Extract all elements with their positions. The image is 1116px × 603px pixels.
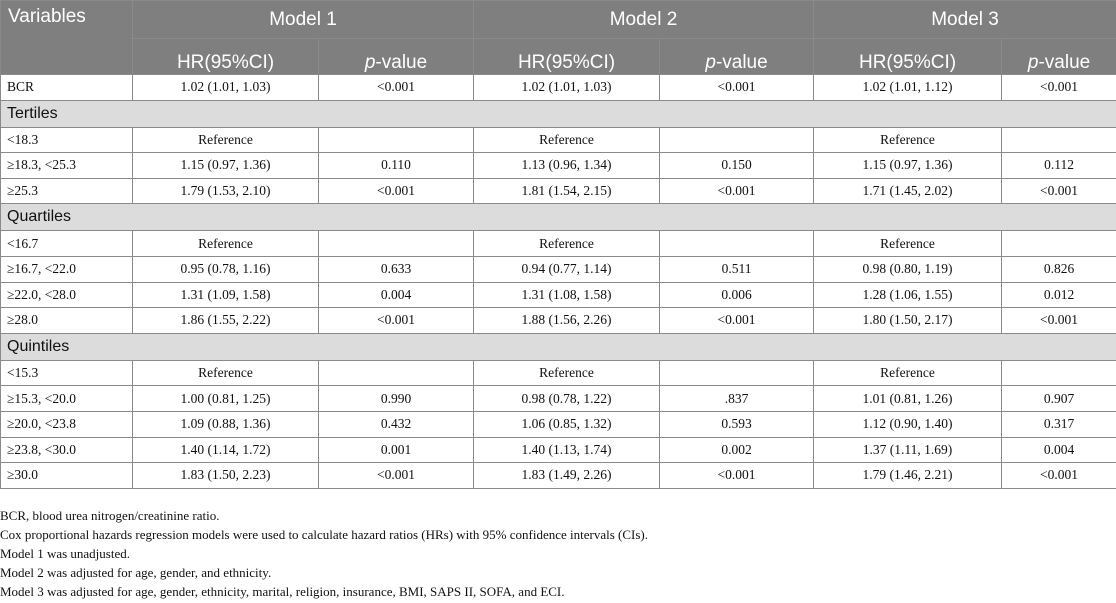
model-2-header: Model 2 (474, 1, 814, 39)
table-row (1, 411, 1116, 437)
section-header-row (1, 204, 1116, 231)
model-2-p-cell: <0.001 (660, 75, 814, 101)
model-3-hr-cell: Reference (814, 360, 1002, 386)
table-row (1, 386, 1116, 412)
model-3-header: Model 3 (814, 1, 1116, 39)
model-1-p-cell: 0.432 (319, 411, 474, 437)
model-1-hr-cell: 1.09 (0.88, 1.36) (133, 411, 319, 437)
model-3-p-cell: 0.004 (1002, 437, 1116, 463)
model-3-hr-cell: Reference (814, 127, 1002, 153)
model-1-hr-cell: 1.15 (0.97, 1.36) (133, 153, 319, 179)
model-1-p-cell: <0.001 (319, 75, 474, 101)
model-3-hr-cell: 1.12 (0.90, 1.40) (814, 411, 1002, 437)
variable-label: <18.3 (1, 127, 133, 153)
model-2-p-cell: 0.511 (660, 256, 814, 282)
section-header-row (1, 333, 1116, 360)
model-3-p-cell: 0.317 (1002, 411, 1116, 437)
variable-label: BCR (1, 75, 133, 101)
model-1-hr-cell: Reference (133, 127, 319, 153)
model-3-hr-cell: 1.37 (1.11, 1.69) (814, 437, 1002, 463)
hr-header: HR(95%CI) (814, 39, 1002, 75)
hr-header: HR(95%CI) (133, 39, 319, 75)
model-1-hr-cell: Reference (133, 231, 319, 257)
model-2-hr-cell: 1.13 (0.96, 1.34) (474, 153, 660, 179)
model-3-hr-cell: 1.01 (0.81, 1.26) (814, 386, 1002, 412)
model-3-p-cell: <0.001 (1002, 308, 1116, 334)
model-1-hr-cell: 1.86 (1.55, 2.22) (133, 308, 319, 334)
model-1-p-cell: <0.001 (319, 178, 474, 204)
variable-label: ≥30.0 (1, 463, 133, 489)
model-3-p-cell: 0.112 (1002, 153, 1116, 179)
model-2-hr-cell: 1.81 (1.54, 2.15) (474, 178, 660, 204)
model-1-hr-cell: 1.79 (1.53, 2.10) (133, 178, 319, 204)
model-1-p-cell: <0.001 (319, 308, 474, 334)
model-2-p-cell (660, 231, 814, 257)
variable-label: <16.7 (1, 231, 133, 257)
header-row-models (1, 1, 1116, 39)
model-1-hr-cell: 1.02 (1.01, 1.03) (133, 75, 319, 101)
variable-label: ≥23.8, <30.0 (1, 437, 133, 463)
model-2-p-cell: 0.150 (660, 153, 814, 179)
model-3-p-cell: <0.001 (1002, 463, 1116, 489)
model-1-hr-cell: 1.00 (0.81, 1.25) (133, 386, 319, 412)
model-3-hr-cell: 1.80 (1.50, 2.17) (814, 308, 1002, 334)
model-2-p-cell: <0.001 (660, 308, 814, 334)
model-3-p-cell (1002, 231, 1116, 257)
model-1-hr-cell: 1.40 (1.14, 1.72) (133, 437, 319, 463)
model-1-p-cell: 0.990 (319, 386, 474, 412)
model-2-hr-cell: 1.31 (1.08, 1.58) (474, 282, 660, 308)
model-2-hr-cell: 1.88 (1.56, 2.26) (474, 308, 660, 334)
variable-label: ≥28.0 (1, 308, 133, 334)
model-1-p-cell (319, 360, 474, 386)
model-1-p-cell (319, 127, 474, 153)
model-2-p-cell: 0.002 (660, 437, 814, 463)
table-row (1, 178, 1116, 204)
table-row (1, 282, 1116, 308)
section-label: Quartiles (1, 204, 1116, 231)
table-row (1, 360, 1116, 386)
model-1-hr-cell: 1.83 (1.50, 2.23) (133, 463, 319, 489)
table-row (1, 437, 1116, 463)
model-1-p-cell: 0.110 (319, 153, 474, 179)
variable-label: <15.3 (1, 360, 133, 386)
model-3-p-cell: <0.001 (1002, 75, 1116, 101)
model-2-hr-cell: 0.98 (0.78, 1.22) (474, 386, 660, 412)
model-2-p-cell: <0.001 (660, 463, 814, 489)
table-row (1, 153, 1116, 179)
model-2-p-cell (660, 360, 814, 386)
model-3-hr-cell: 1.28 (1.06, 1.55) (814, 282, 1002, 308)
model-1-p-cell: 0.004 (319, 282, 474, 308)
footnote: Model 2 was adjusted for age, gender, and ethnicity. (0, 565, 272, 580)
model-2-hr-cell: Reference (474, 231, 660, 257)
model-2-hr-cell: 1.02 (1.01, 1.03) (474, 75, 660, 101)
header-row-metrics (1, 39, 1116, 75)
model-2-hr-cell: 1.06 (0.85, 1.32) (474, 411, 660, 437)
model-3-p-cell: 0.826 (1002, 256, 1116, 282)
model-3-p-cell: 0.907 (1002, 386, 1116, 412)
table-row (1, 308, 1116, 334)
model-1-hr-cell: 0.95 (0.78, 1.16) (133, 256, 319, 282)
model-3-hr-cell: 1.71 (1.45, 2.02) (814, 178, 1002, 204)
model-3-p-cell: 0.012 (1002, 282, 1116, 308)
model-2-p-cell: 0.006 (660, 282, 814, 308)
table-row (1, 463, 1116, 489)
model-3-hr-cell: Reference (814, 231, 1002, 257)
footnote: Cox proportional hazards regression models were used to calculate hazard ratios (HRs) with 95% confidence intervals (CIs). (0, 527, 648, 542)
variable-label: ≥15.3, <20.0 (1, 386, 133, 412)
model-1-p-cell: 0.633 (319, 256, 474, 282)
table-body (1, 75, 1116, 489)
table-row (1, 256, 1116, 282)
model-3-p-cell: <0.001 (1002, 178, 1116, 204)
variable-label: ≥20.0, <23.8 (1, 411, 133, 437)
section-label: Tertiles (1, 100, 1116, 127)
footnote: Model 1 was unadjusted. (0, 546, 130, 561)
variables-header: Variables (1, 1, 133, 75)
table-row (1, 75, 1116, 101)
model-3-hr-cell: 1.02 (1.01, 1.12) (814, 75, 1002, 101)
table-row (1, 127, 1116, 153)
model-3-hr-cell: 1.15 (0.97, 1.36) (814, 153, 1002, 179)
variable-label: ≥22.0, <28.0 (1, 282, 133, 308)
model-1-hr-cell: Reference (133, 360, 319, 386)
table-row (1, 231, 1116, 257)
model-2-p-cell (660, 127, 814, 153)
variable-label: ≥18.3, <25.3 (1, 153, 133, 179)
p-value-header: p-value (660, 39, 814, 75)
footnote: BCR, blood urea nitrogen/creatinine ratio. (0, 508, 220, 523)
model-1-p-cell (319, 231, 474, 257)
model-2-hr-cell: Reference (474, 360, 660, 386)
model-3-hr-cell: 0.98 (0.80, 1.19) (814, 256, 1002, 282)
p-value-header: p-value (1002, 39, 1116, 75)
model-3-p-cell (1002, 127, 1116, 153)
table-footnotes (0, 506, 1116, 601)
model-3-p-cell (1002, 360, 1116, 386)
hr-header: HR(95%CI) (474, 39, 660, 75)
section-header-row (1, 100, 1116, 127)
model-2-hr-cell: 0.94 (0.77, 1.14) (474, 256, 660, 282)
variable-label: ≥25.3 (1, 178, 133, 204)
model-2-p-cell: 0.593 (660, 411, 814, 437)
p-value-header: p-value (319, 39, 474, 75)
variable-label: ≥16.7, <22.0 (1, 256, 133, 282)
footnote: Model 3 was adjusted for age, gender, ethnicity, marital, religion, insurance, BMI, SAPS II, SOFA, and ECI. (0, 584, 565, 599)
model-2-hr-cell: 1.83 (1.49, 2.26) (474, 463, 660, 489)
model-2-p-cell: .837 (660, 386, 814, 412)
model-1-hr-cell: 1.31 (1.09, 1.58) (133, 282, 319, 308)
model-3-hr-cell: 1.79 (1.46, 2.21) (814, 463, 1002, 489)
section-label: Quintiles (1, 333, 1116, 360)
model-1-header: Model 1 (133, 1, 474, 39)
model-1-p-cell: <0.001 (319, 463, 474, 489)
model-2-hr-cell: 1.40 (1.13, 1.74) (474, 437, 660, 463)
model-2-hr-cell: Reference (474, 127, 660, 153)
model-1-p-cell: 0.001 (319, 437, 474, 463)
model-2-p-cell: <0.001 (660, 178, 814, 204)
